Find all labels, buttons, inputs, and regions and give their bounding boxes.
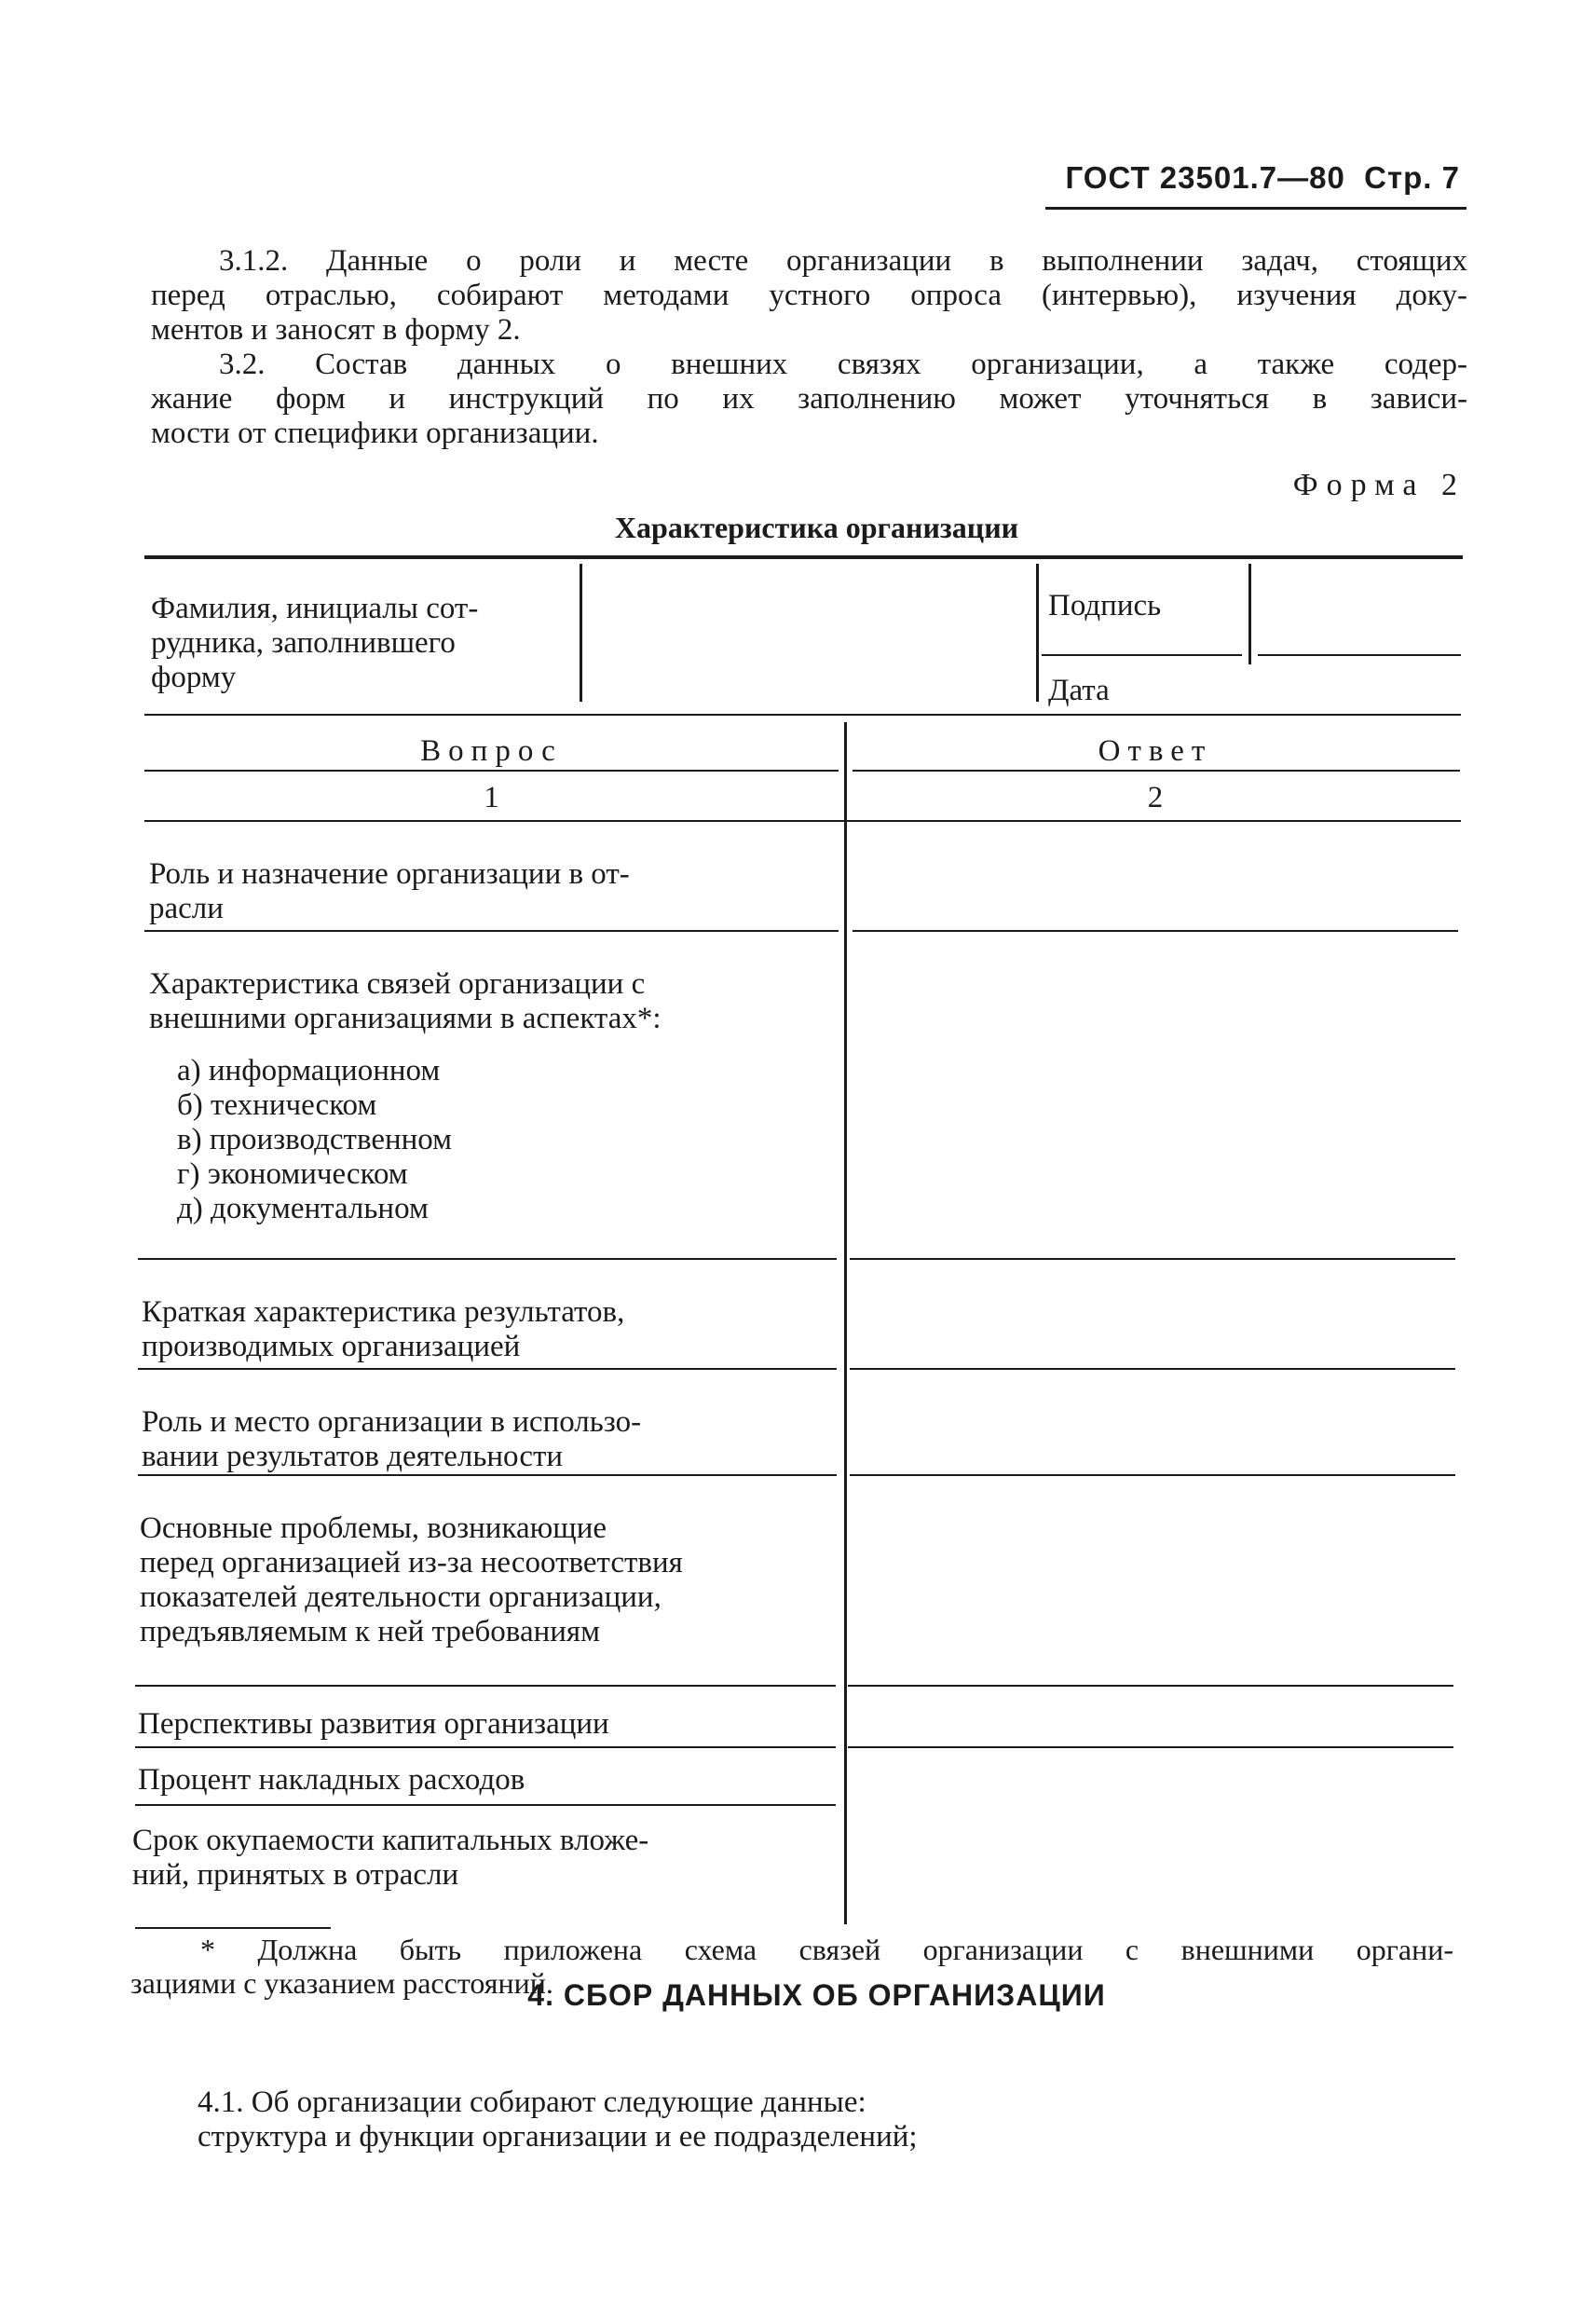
table-row (132, 1824, 648, 1893)
employee-label (151, 592, 478, 695)
column-divider (844, 722, 847, 1924)
table-row (149, 857, 630, 926)
row-rule (138, 1368, 837, 1370)
signature-divider-left (1036, 564, 1039, 702)
header-block-rule (144, 714, 1461, 716)
table-row (142, 1405, 641, 1474)
footnote-line: * Должна быть приложена схема связей организации с внешними органи- (200, 1933, 1453, 1966)
employee-label-line: Фамилия, инициалы сот- (151, 592, 479, 625)
row-question-line: Краткая характеристика результатов, (142, 1295, 625, 1329)
page-number: Стр. 7 (1364, 160, 1460, 195)
column-header-question: Вопрос (420, 734, 563, 768)
section-text (198, 2085, 918, 2154)
row-question-line: показателей деятельности организации, (140, 1580, 662, 1614)
form-label: Форма 2 (1292, 468, 1466, 502)
signature-value-rule (1258, 654, 1461, 656)
column-header-rule (853, 770, 1460, 772)
aspect-item: д) документальном (177, 1192, 429, 1225)
row-question-line: Характеристика связей организации с (149, 967, 646, 1001)
row-question-line: Основные проблемы, возникающие (140, 1511, 607, 1545)
row-question-line: ний, принятых в отрасли (132, 1858, 459, 1892)
paragraph-3-1-2 (151, 244, 1467, 348)
column-number-rule (144, 820, 1461, 822)
row-rule (850, 1258, 1455, 1260)
paragraph-line: ментов и заносят в форму 2. (151, 313, 521, 347)
standard-number: ГОСТ 23501.7—80 (1065, 160, 1345, 195)
page-header (1066, 160, 1460, 196)
section-heading: 4. СБОР ДАННЫХ ОБ ОРГАНИЗАЦИИ (527, 1978, 1106, 2012)
aspect-item: в) производственном (177, 1123, 453, 1156)
table-row (149, 967, 662, 1226)
row-rule (135, 1746, 836, 1748)
form-title: Характеристика организации (614, 511, 1019, 544)
paragraph-line: мости от специфики организации. (151, 417, 599, 450)
row-question-line: Процент накладных расходов (138, 1763, 525, 1797)
table-row (138, 1707, 609, 1742)
row-rule (850, 1474, 1455, 1476)
form-top-rule (144, 555, 1463, 559)
row-question-line: вании результатов деятельности (142, 1440, 564, 1473)
row-question-line: перед организацией из-за несоответствия (140, 1546, 683, 1579)
row-rule (853, 930, 1458, 932)
aspect-list (149, 1054, 662, 1226)
paragraph-line: перед отраслью, собирают методами устного опроса (интервью), изучения доку- (151, 279, 1467, 312)
header-rule (1045, 207, 1466, 210)
signature-divider-right (1248, 564, 1251, 664)
aspect-item: г) экономическом (177, 1157, 408, 1191)
column-number-2: 2 (1147, 781, 1164, 814)
section-line: структура и функции организации и ее подразделений; (198, 2120, 918, 2154)
column-header-rule (144, 770, 839, 772)
row-rule (138, 1474, 837, 1476)
section-line: 4.1. Об организации собирают следующие данные: (198, 2085, 866, 2119)
date-label: Дата (1048, 674, 1110, 707)
row-rule (135, 1804, 836, 1806)
row-question-line: внешними организациями в аспектах*: (149, 1002, 662, 1035)
row-question-line: Перспективы развития организации (138, 1707, 609, 1741)
paragraph-line: жание форм и инструкций по их заполнению может уточняться в зависи- (151, 382, 1467, 416)
table-row (142, 1295, 624, 1364)
row-rule (850, 1368, 1455, 1370)
employee-field-divider (580, 564, 582, 702)
employee-label-line: форму (151, 661, 237, 694)
table-row (140, 1511, 683, 1649)
signature-rule (1042, 654, 1242, 656)
paragraph-3-2 (151, 348, 1467, 451)
signature-label: Подпись (1048, 589, 1162, 622)
row-question-line: расли (149, 892, 224, 925)
paragraph-line: 3.1.2. Данные о роли и месте организации в выполнении задач, стоящих (219, 244, 1467, 278)
row-question-line: Роль и место организации в использо- (142, 1405, 642, 1439)
employee-label-line: рудника, заполнившего (151, 626, 456, 660)
row-rule (135, 1685, 836, 1687)
row-question-line: Роль и назначение организации в от- (149, 857, 630, 891)
row-rule (848, 1746, 1453, 1748)
footnote-rule (135, 1927, 331, 1929)
column-number-1: 1 (484, 781, 499, 814)
footnote-line: зациями с указанием расстояний. (130, 1966, 553, 2000)
row-rule (138, 1258, 837, 1260)
row-question-line: предъявляемым к ней требованиям (140, 1615, 600, 1648)
row-rule (144, 930, 839, 932)
aspect-item: б) техническом (177, 1088, 377, 1122)
paragraph-line: 3.2. Состав данных о внешних связях организации, а также содер- (219, 348, 1467, 381)
aspect-item: а) информационном (177, 1054, 441, 1087)
row-rule (848, 1685, 1453, 1687)
row-question-line: производимых организацией (142, 1330, 521, 1363)
row-question-line: Срок окупаемости капитальных вложе- (132, 1824, 649, 1857)
table-row (138, 1763, 525, 1798)
column-header-answer: Ответ (1098, 734, 1213, 768)
